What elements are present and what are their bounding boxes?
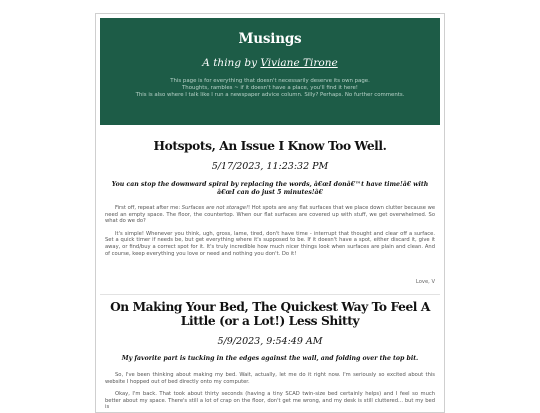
- post-title: Hotspots, An Issue I Know Too Well.: [153, 139, 387, 153]
- site-intro: [100, 78, 440, 99]
- post-paragraph: So, I've been thinking about making my bed. Wait, actually, let me do it right now. I'm seriously so excited about this website I hopped out of bed directly onto my computer.: [105, 372, 435, 385]
- emphasis-text: Surfaces are not storage!: [181, 205, 249, 211]
- post-date: 5/17/2023, 11:23:32 PM: [211, 161, 329, 172]
- post-date: 5/9/2023, 9:54:49 AM: [217, 336, 323, 347]
- author-link[interactable]: Viviane Tirone: [260, 57, 338, 69]
- paragraph-rest: ! Hot spots are any flat surfaces that we place down clutter because we need an empty space. The floor, the countertop. When our flat surfaces are covered up with stuff, we get overwhelmed. So what do we do?: [105, 205, 436, 225]
- page-container: [95, 13, 445, 413]
- site-title: Musings: [238, 31, 302, 47]
- byline-prefix: A thing by: [202, 57, 261, 69]
- paragraph-start: First off, repeat after me:: [115, 205, 182, 211]
- byline: [100, 57, 440, 70]
- post-title: On Making Your Bed, The Quickest Way To Feel A Little (or a Lot!) Less Shitty: [110, 300, 430, 328]
- post-paragraph: [105, 205, 435, 225]
- post-making-bed: [96, 300, 444, 411]
- intro-line: Thoughts, rambles ~ if it doesn't have a place, you'll find it here!: [182, 85, 358, 91]
- intro-line: This page is for everything that doesn't necessarily deserve its own page.: [170, 78, 370, 84]
- post-paragraph: It's simple! Whenever you think, ugh, gross, lame, tired, don't have time - interrupt that thought and clear off a surface. Set a quick timer if needs be, but get everything where it's supposed to be. If it doesn't have a spot, either discard it, give it away, or find/buy a correct spot for it. It's truly incredible how much nicer things look when surfaces are plain and clean. And of course, keep everything you love or need and nothing you don't. Do it!: [105, 230, 435, 257]
- intro-line: This is also where I talk like I run a newspaper advice column. Silly? Perhaps. No further comments.: [135, 92, 405, 98]
- post-lede: You can stop the downward spiral by replacing the words, â€œI donâ€™t have time!â€ with â€œI can do just 5 minutes!â€: [111, 181, 429, 196]
- post-hotspots: [96, 125, 444, 285]
- post-paragraph: Okay, I'm back. That took about thirty seconds (having a tiny SCAD twin-size bed certainly helps) and I feel so much better about my space. There's still a lot of crap on the floor, don't get me wrong, and my desk is still cluttered... but my bed is: [105, 391, 435, 411]
- post-lede: My favorite part is tucking in the edges against the wall, and folding over the top bit.: [121, 355, 419, 362]
- post-divider: [100, 294, 440, 295]
- site-banner: [100, 18, 440, 125]
- post-signature: Love, V: [415, 279, 435, 286]
